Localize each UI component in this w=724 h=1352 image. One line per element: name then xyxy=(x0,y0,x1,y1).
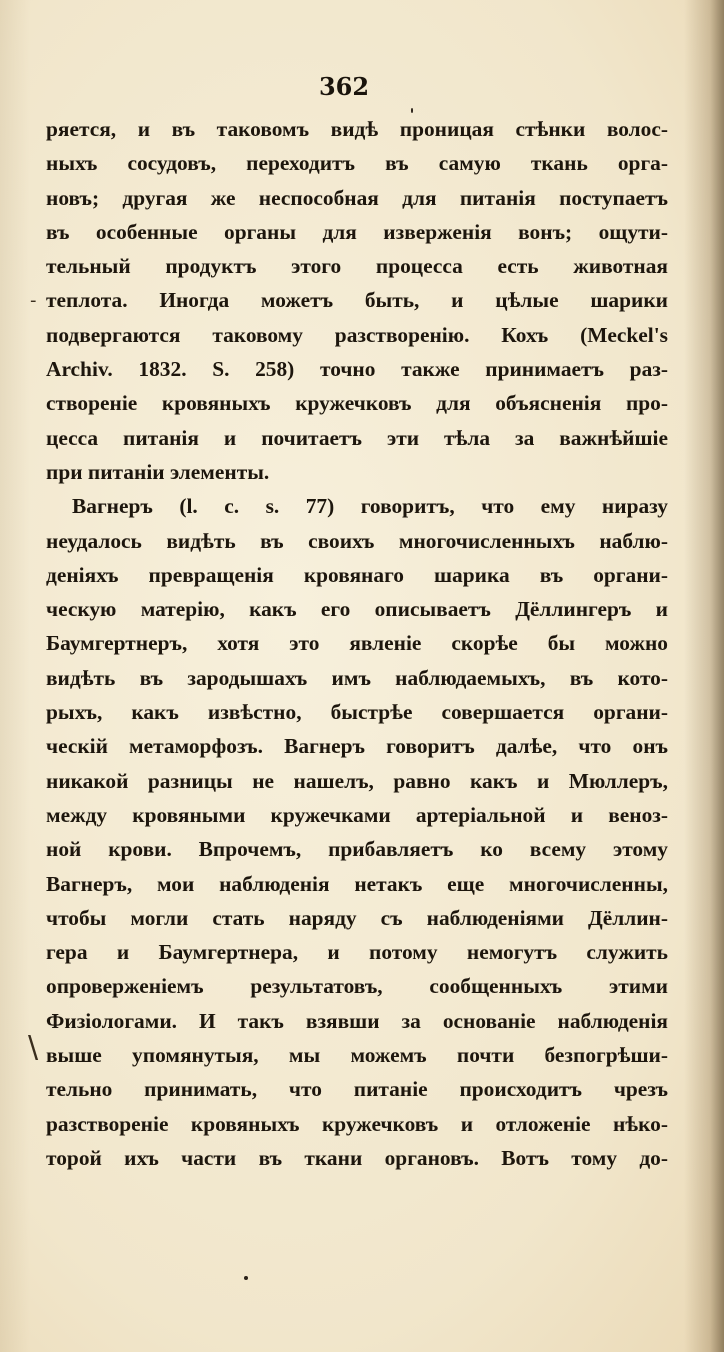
text-line: деніяхъ превращенія кровянаго шарика въ органи- xyxy=(46,562,668,587)
text-line: чтобы могли стать наряду съ наблюденіями Дёллин- xyxy=(46,905,668,930)
margin-bracket-mark: \ xyxy=(28,1030,39,1065)
text-line: разствореніе кровяныхъ кружечковъ и отложеніе нѣко- xyxy=(46,1111,668,1136)
text-line: ной крови. Впрочемъ, прибавляетъ ко всему этому xyxy=(46,837,668,862)
ink-speck xyxy=(411,108,413,113)
page-number: 362 xyxy=(318,72,370,101)
text-line: опроверженіемъ результатовъ, сообщенныхъ этими xyxy=(46,974,668,999)
text-line: видѣть въ зародышахъ имъ наблюдаемыхъ, въ кото- xyxy=(46,665,668,690)
text-line: теплота. Иногда можетъ быть, и цѣлые шарики xyxy=(46,288,668,313)
text-line: подвергаются таковому разстворенію. Кохъ (Meckel's xyxy=(46,322,668,347)
text-line: торой ихъ части въ ткани органовъ. Вотъ тому до- xyxy=(46,1145,668,1170)
text-line: ныхъ сосудовъ, переходитъ въ самую ткань орга- xyxy=(46,151,668,176)
text-line: тельно принимать, что питаніе происходитъ чрезъ xyxy=(46,1077,668,1102)
text-line: выше упомянутыя, мы можемъ почти безпогрѣши- xyxy=(46,1043,668,1068)
text-line: тельный продуктъ этого процесса есть животная xyxy=(46,254,668,279)
ink-speck xyxy=(244,1276,248,1280)
text-line: никакой разницы не нашелъ, равно какъ и Мюллеръ, xyxy=(46,768,668,793)
text-line: Вагнеръ (l. c. s. 77) говоритъ, что ему ниразу xyxy=(72,494,668,519)
text-line: рыхъ, какъ извѣстно, быстрѣе совершается органи- xyxy=(46,700,668,725)
text-line: Вагнеръ, мои наблюденія нетакъ еще многочисленны, xyxy=(46,871,668,896)
text-line: цесса питанія и почитаетъ эти тѣла за важнѣйшіе xyxy=(46,425,668,450)
text-line: между кровяными кружечками артеріальной и веноз- xyxy=(46,802,668,827)
text-line: ческій метаморфозъ. Вагнеръ говоритъ далѣе, что онъ xyxy=(46,734,668,759)
text-line: ческую матерію, какъ его описываетъ Дёллингеръ и xyxy=(46,597,668,622)
text-line: Физіологами. И такъ взявши за основаніе наблюденія xyxy=(46,1008,668,1033)
text-line: въ особенные органы для изверженія вонъ; ощути- xyxy=(46,219,668,244)
text-line: гера и Баумгертнера, и потому немогутъ служить xyxy=(46,940,668,965)
margin-dash-mark: - xyxy=(30,290,37,311)
text-line: створеніе кровяныхъ кружечковъ для объясненія про- xyxy=(46,391,668,416)
text-line: ряется, и въ таковомъ видѣ проницая стѣнки волос- xyxy=(46,117,668,141)
text-line: новъ; другая же неспособная для питанія поступаетъ xyxy=(46,185,668,210)
text-line: неудалось видѣть въ своихъ многочисленныхъ наблю- xyxy=(46,528,668,553)
text-line: при питаніи элементы. xyxy=(46,459,270,484)
text-line: Баумгертнеръ, хотя это явленіе скорѣе бы можно xyxy=(46,631,668,656)
body-text xyxy=(46,112,668,1175)
text-line: Archiv. 1832. S. 258) точно также принимаетъ раз- xyxy=(46,357,668,382)
